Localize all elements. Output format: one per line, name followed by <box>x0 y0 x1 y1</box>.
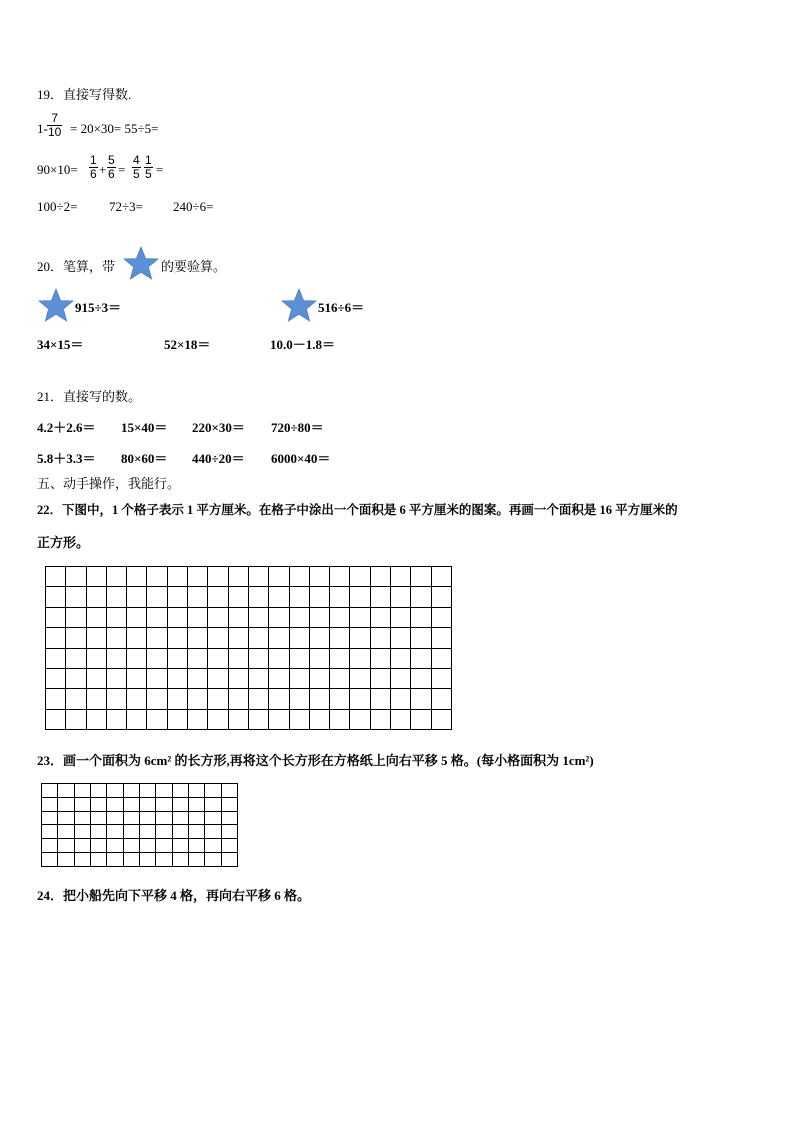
grid-cell[interactable] <box>289 587 309 607</box>
grid-cell[interactable] <box>221 797 237 811</box>
grid-cell[interactable] <box>86 587 106 607</box>
grid-cell[interactable] <box>147 567 167 587</box>
grid-cell[interactable] <box>208 587 228 607</box>
grid-cell[interactable] <box>147 587 167 607</box>
q19-r3-item: 72÷3= <box>109 199 143 214</box>
q22-text-line1: 22．下图中，1 个格子表示 1 平方厘米。在格子中涂出一个面积是 6 平方厘米的图案。再画一个面积是 16 平方厘米的 <box>37 503 678 517</box>
grid-cell[interactable] <box>208 607 228 627</box>
grid-cell[interactable] <box>167 689 187 709</box>
grid-cell[interactable] <box>411 709 431 729</box>
grid-cell[interactable] <box>370 668 390 688</box>
grid-cell[interactable] <box>205 825 221 839</box>
grid-cell[interactable] <box>167 567 187 587</box>
grid-cell[interactable] <box>289 607 309 627</box>
grid-cell[interactable] <box>86 628 106 648</box>
grid-cell[interactable] <box>58 839 74 853</box>
grid-cell[interactable] <box>46 567 66 587</box>
grid-cell[interactable] <box>188 668 208 688</box>
grid-cell[interactable] <box>370 648 390 668</box>
grid-cell[interactable] <box>127 668 147 688</box>
grid-cell[interactable] <box>221 811 237 825</box>
grid-cell[interactable] <box>248 648 268 668</box>
grid-cell[interactable] <box>188 709 208 729</box>
grid-cell[interactable] <box>411 628 431 648</box>
grid-cell[interactable] <box>370 709 390 729</box>
grid-cell[interactable] <box>107 853 123 867</box>
grid-cell[interactable] <box>289 689 309 709</box>
grid-cell[interactable] <box>411 607 431 627</box>
grid-row <box>46 607 452 627</box>
grid-cell[interactable] <box>269 648 289 668</box>
equals-sign: = <box>156 162 164 177</box>
grid-cell[interactable] <box>156 853 172 867</box>
grid-cell[interactable] <box>123 839 139 853</box>
fraction-denominator: 6 <box>108 167 115 181</box>
q19-r2-fraction-4 <box>144 154 153 181</box>
grid-cell[interactable] <box>167 607 187 627</box>
grid-cell[interactable] <box>269 709 289 729</box>
grid-cell[interactable] <box>431 607 451 627</box>
grid-cell[interactable] <box>188 839 204 853</box>
fraction-numerator: 7 <box>47 112 62 126</box>
grid-cell[interactable] <box>330 587 350 607</box>
grid-cell[interactable] <box>46 648 66 668</box>
grid-cell[interactable] <box>147 689 167 709</box>
grid-cell[interactable] <box>370 587 390 607</box>
grid-cell[interactable] <box>66 648 86 668</box>
grid-cell[interactable] <box>370 689 390 709</box>
grid-cell[interactable] <box>289 709 309 729</box>
grid-cell[interactable] <box>330 607 350 627</box>
grid-cell[interactable] <box>86 668 106 688</box>
grid-cell[interactable] <box>90 825 106 839</box>
q23-square-grid[interactable] <box>41 783 238 867</box>
q23-text: 23．画一个面积为 6cm² 的长方形,再将这个长方形在方格纸上向右平移 5 格。(每小格面积为 1cm²) <box>37 753 594 768</box>
grid-cell[interactable] <box>188 853 204 867</box>
q19-title: 19．直接写得数. <box>37 87 132 102</box>
grid-row <box>42 784 238 798</box>
grid-cell[interactable] <box>127 709 147 729</box>
grid-cell[interactable] <box>86 648 106 668</box>
grid-cell[interactable] <box>123 784 139 798</box>
grid-cell[interactable] <box>74 825 90 839</box>
grid-cell[interactable] <box>172 784 188 798</box>
grid-cell[interactable] <box>431 648 451 668</box>
fraction-numerator: 1 <box>90 153 97 167</box>
grid-cell[interactable] <box>350 628 370 648</box>
grid-row <box>46 628 452 648</box>
fraction-denominator: 5 <box>145 167 152 181</box>
grid-cell[interactable] <box>42 839 58 853</box>
grid-cell[interactable] <box>208 628 228 648</box>
grid-row <box>46 648 452 668</box>
grid-row <box>42 853 238 867</box>
grid-cell[interactable] <box>127 567 147 587</box>
q22-square-grid[interactable] <box>45 566 452 730</box>
grid-cell[interactable] <box>147 607 167 627</box>
grid-cell[interactable] <box>58 797 74 811</box>
grid-cell[interactable] <box>106 689 126 709</box>
grid-cell[interactable] <box>330 567 350 587</box>
grid-cell[interactable] <box>188 587 208 607</box>
grid-cell[interactable] <box>208 709 228 729</box>
grid-cell[interactable] <box>205 811 221 825</box>
grid-cell[interactable] <box>167 628 187 648</box>
grid-cell[interactable] <box>127 689 147 709</box>
q19-r2-fraction-1 <box>89 154 98 181</box>
grid-cell[interactable] <box>127 607 147 627</box>
grid-cell[interactable] <box>188 811 204 825</box>
q21-problem: 720÷80＝ <box>271 420 324 435</box>
grid-cell[interactable] <box>58 825 74 839</box>
grid-cell[interactable] <box>86 689 106 709</box>
grid-row <box>42 811 238 825</box>
grid-cell[interactable] <box>370 628 390 648</box>
q22-text-line2: 正方形。 <box>37 535 90 550</box>
grid-cell[interactable] <box>330 689 350 709</box>
grid-cell[interactable] <box>411 648 431 668</box>
grid-cell[interactable] <box>90 797 106 811</box>
q20-title-suffix: 的要验算。 <box>161 259 227 274</box>
grid-cell[interactable] <box>74 811 90 825</box>
grid-cell[interactable] <box>269 628 289 648</box>
star-icon <box>123 246 159 280</box>
grid-cell[interactable] <box>46 709 66 729</box>
grid-cell[interactable] <box>147 668 167 688</box>
grid-cell[interactable] <box>66 689 86 709</box>
q19-r1-fraction <box>47 112 62 139</box>
grid-cell[interactable] <box>66 709 86 729</box>
grid-cell[interactable] <box>431 567 451 587</box>
q19-r2-prefix: 90×10= <box>37 162 78 177</box>
grid-cell[interactable] <box>172 839 188 853</box>
grid-cell[interactable] <box>156 811 172 825</box>
fraction-denominator: 6 <box>90 167 97 181</box>
grid-cell[interactable] <box>172 811 188 825</box>
plus-sign: + <box>99 162 107 177</box>
grid-cell[interactable] <box>188 648 208 668</box>
q21-title: 21．直接写的数。 <box>37 389 142 404</box>
grid-cell[interactable] <box>66 607 86 627</box>
grid-cell[interactable] <box>46 689 66 709</box>
grid-cell[interactable] <box>350 587 370 607</box>
grid-cell[interactable] <box>58 811 74 825</box>
fraction-numerator: 1 <box>145 153 152 167</box>
section-heading: 五、动手操作，我能行。 <box>37 476 181 491</box>
grid-cell[interactable] <box>309 709 329 729</box>
grid-cell[interactable] <box>188 607 208 627</box>
grid-cell[interactable] <box>330 709 350 729</box>
grid-row <box>46 567 452 587</box>
grid-cell[interactable] <box>205 839 221 853</box>
grid-cell[interactable] <box>86 607 106 627</box>
grid-cell[interactable] <box>370 567 390 587</box>
grid-cell[interactable] <box>269 689 289 709</box>
grid-cell[interactable] <box>411 689 431 709</box>
grid-cell[interactable] <box>74 784 90 798</box>
grid-cell[interactable] <box>66 668 86 688</box>
q21-problem: 4.2＋2.6＝ <box>37 420 96 435</box>
grid-cell[interactable] <box>42 825 58 839</box>
grid-cell[interactable] <box>66 587 86 607</box>
grid-cell[interactable] <box>66 567 86 587</box>
grid-cell[interactable] <box>106 587 126 607</box>
grid-cell[interactable] <box>74 853 90 867</box>
grid-cell[interactable] <box>391 587 411 607</box>
grid-cell[interactable] <box>411 587 431 607</box>
grid-cell[interactable] <box>248 689 268 709</box>
grid-cell[interactable] <box>221 853 237 867</box>
grid-cell[interactable] <box>147 709 167 729</box>
grid-cell[interactable] <box>106 567 126 587</box>
grid-row <box>42 797 238 811</box>
grid-cell[interactable] <box>107 825 123 839</box>
grid-cell[interactable] <box>147 628 167 648</box>
grid-cell[interactable] <box>107 839 123 853</box>
grid-cell[interactable] <box>289 668 309 688</box>
grid-cell[interactable] <box>391 689 411 709</box>
grid-cell[interactable] <box>86 567 106 587</box>
grid-cell[interactable] <box>350 668 370 688</box>
grid-cell[interactable] <box>289 567 309 587</box>
grid-row <box>46 689 452 709</box>
grid-cell[interactable] <box>391 628 411 648</box>
grid-cell[interactable] <box>228 567 248 587</box>
grid-cell[interactable] <box>309 648 329 668</box>
grid-cell[interactable] <box>167 648 187 668</box>
grid-cell[interactable] <box>228 648 248 668</box>
q21-problem: 15×40＝ <box>121 420 168 435</box>
grid-cell[interactable] <box>228 607 248 627</box>
grid-cell[interactable] <box>208 668 228 688</box>
grid-cell[interactable] <box>350 648 370 668</box>
grid-cell[interactable] <box>107 797 123 811</box>
grid-cell[interactable] <box>391 648 411 668</box>
grid-cell[interactable] <box>46 587 66 607</box>
grid-cell[interactable] <box>147 648 167 668</box>
grid-cell[interactable] <box>391 668 411 688</box>
grid-row <box>42 825 238 839</box>
grid-cell[interactable] <box>86 709 106 729</box>
grid-cell[interactable] <box>228 628 248 648</box>
grid-cell[interactable] <box>350 689 370 709</box>
grid-cell[interactable] <box>66 628 86 648</box>
grid-cell[interactable] <box>106 607 126 627</box>
grid-cell[interactable] <box>167 668 187 688</box>
grid-cell[interactable] <box>127 648 147 668</box>
fraction-numerator: 4 <box>133 153 140 167</box>
grid-cell[interactable] <box>431 689 451 709</box>
grid-cell[interactable] <box>172 825 188 839</box>
grid-cell[interactable] <box>330 628 350 648</box>
grid-row <box>42 839 238 853</box>
grid-cell[interactable] <box>309 567 329 587</box>
q20-title-prefix: 20．笔算，带 <box>37 259 116 274</box>
grid-cell[interactable] <box>127 587 147 607</box>
grid-cell[interactable] <box>208 567 228 587</box>
grid-cell[interactable] <box>139 797 155 811</box>
grid-cell[interactable] <box>221 784 237 798</box>
grid-cell[interactable] <box>289 648 309 668</box>
grid-cell[interactable] <box>172 797 188 811</box>
grid-cell[interactable] <box>228 709 248 729</box>
fraction-numerator: 5 <box>108 153 115 167</box>
grid-cell[interactable] <box>208 689 228 709</box>
grid-cell[interactable] <box>123 853 139 867</box>
grid-cell[interactable] <box>90 853 106 867</box>
q24-text: 24．把小船先向下平移 4 格，再向右平移 6 格。 <box>37 888 311 903</box>
grid-cell[interactable] <box>42 811 58 825</box>
star-icon <box>38 288 74 322</box>
grid-cell[interactable] <box>106 668 126 688</box>
grid-cell[interactable] <box>46 668 66 688</box>
grid-cell[interactable] <box>90 784 106 798</box>
grid-cell[interactable] <box>248 628 268 648</box>
grid-cell[interactable] <box>123 825 139 839</box>
grid-cell[interactable] <box>46 628 66 648</box>
q19-r3-item: 240÷6= <box>173 199 214 214</box>
grid-cell[interactable] <box>248 587 268 607</box>
grid-cell[interactable] <box>188 825 204 839</box>
q20-problem: 34×15＝ <box>37 337 84 352</box>
q20-problem: 52×18＝ <box>164 337 211 352</box>
q21-problem: 220×30＝ <box>192 420 245 435</box>
grid-cell[interactable] <box>46 607 66 627</box>
grid-cell[interactable] <box>123 797 139 811</box>
grid-cell[interactable] <box>42 784 58 798</box>
q20-problem: 10.0－1.8＝ <box>270 337 336 352</box>
grid-cell[interactable] <box>431 587 451 607</box>
grid-cell[interactable] <box>411 668 431 688</box>
q21-problem: 80×60＝ <box>121 451 168 466</box>
grid-cell[interactable] <box>228 587 248 607</box>
grid-cell[interactable] <box>309 668 329 688</box>
grid-cell[interactable] <box>248 567 268 587</box>
grid-row <box>46 709 452 729</box>
grid-cell[interactable] <box>221 839 237 853</box>
grid-cell[interactable] <box>139 811 155 825</box>
grid-cell[interactable] <box>106 709 126 729</box>
grid-cell[interactable] <box>248 709 268 729</box>
grid-cell[interactable] <box>350 567 370 587</box>
grid-cell[interactable] <box>431 709 451 729</box>
grid-cell[interactable] <box>156 784 172 798</box>
grid-cell[interactable] <box>309 587 329 607</box>
grid-cell[interactable] <box>391 709 411 729</box>
grid-cell[interactable] <box>208 648 228 668</box>
grid-cell[interactable] <box>42 853 58 867</box>
grid-cell[interactable] <box>309 628 329 648</box>
q19-r2-fraction-2 <box>107 154 116 181</box>
grid-cell[interactable] <box>350 709 370 729</box>
q20-problem: 915÷3＝ <box>75 300 122 315</box>
q19-r2-fraction-3 <box>132 154 141 181</box>
fraction-denominator: 5 <box>133 167 140 181</box>
grid-cell[interactable] <box>58 853 74 867</box>
fraction-denominator: 10 <box>48 125 62 139</box>
grid-cell[interactable] <box>330 648 350 668</box>
grid-cell[interactable] <box>289 628 309 648</box>
star-icon <box>281 288 317 322</box>
q21-problem: 5.8＋3.3＝ <box>37 451 96 466</box>
grid-cell[interactable] <box>167 587 187 607</box>
grid-cell[interactable] <box>106 628 126 648</box>
grid-cell[interactable] <box>269 607 289 627</box>
grid-cell[interactable] <box>391 567 411 587</box>
q21-problem: 440÷20＝ <box>192 451 245 466</box>
q20-problem: 516÷6＝ <box>318 300 365 315</box>
grid-cell[interactable] <box>156 797 172 811</box>
grid-cell[interactable] <box>156 839 172 853</box>
grid-cell[interactable] <box>167 709 187 729</box>
grid-cell[interactable] <box>350 607 370 627</box>
grid-cell[interactable] <box>269 567 289 587</box>
grid-cell[interactable] <box>90 811 106 825</box>
grid-row <box>46 587 452 607</box>
grid-cell[interactable] <box>269 668 289 688</box>
grid-cell[interactable] <box>330 668 350 688</box>
grid-cell[interactable] <box>188 628 208 648</box>
grid-cell[interactable] <box>58 784 74 798</box>
grid-cell[interactable] <box>188 689 208 709</box>
grid-cell[interactable] <box>228 668 248 688</box>
grid-cell[interactable] <box>90 839 106 853</box>
grid-cell[interactable] <box>188 784 204 798</box>
q19-r1-rest: = 20×30= 55÷5= <box>70 121 159 136</box>
grid-cell[interactable] <box>74 797 90 811</box>
grid-row <box>46 668 452 688</box>
grid-cell[interactable] <box>221 825 237 839</box>
grid-cell[interactable] <box>172 853 188 867</box>
grid-cell[interactable] <box>107 811 123 825</box>
grid-cell[interactable] <box>431 628 451 648</box>
q19-r1-prefix: 1- <box>37 121 48 136</box>
grid-cell[interactable] <box>309 607 329 627</box>
grid-cell[interactable] <box>248 668 268 688</box>
grid-cell[interactable] <box>188 567 208 587</box>
grid-cell[interactable] <box>107 784 123 798</box>
grid-cell[interactable] <box>431 668 451 688</box>
grid-cell[interactable] <box>309 689 329 709</box>
grid-cell[interactable] <box>139 839 155 853</box>
grid-cell[interactable] <box>411 567 431 587</box>
grid-cell[interactable] <box>228 689 248 709</box>
q19-r3-item: 100÷2= <box>37 199 78 214</box>
grid-cell[interactable] <box>370 607 390 627</box>
grid-cell[interactable] <box>188 797 204 811</box>
grid-cell[interactable] <box>139 784 155 798</box>
grid-cell[interactable] <box>156 825 172 839</box>
grid-cell[interactable] <box>269 587 289 607</box>
grid-cell[interactable] <box>248 607 268 627</box>
grid-cell[interactable] <box>123 811 139 825</box>
grid-cell[interactable] <box>391 607 411 627</box>
grid-cell[interactable] <box>106 648 126 668</box>
grid-cell[interactable] <box>74 839 90 853</box>
grid-cell[interactable] <box>139 853 155 867</box>
grid-cell[interactable] <box>42 797 58 811</box>
grid-cell[interactable] <box>205 853 221 867</box>
grid-cell[interactable] <box>205 784 221 798</box>
q21-problem: 6000×40＝ <box>271 451 331 466</box>
equals-sign: = <box>118 162 126 177</box>
grid-cell[interactable] <box>127 628 147 648</box>
grid-cell[interactable] <box>139 825 155 839</box>
grid-cell[interactable] <box>205 797 221 811</box>
